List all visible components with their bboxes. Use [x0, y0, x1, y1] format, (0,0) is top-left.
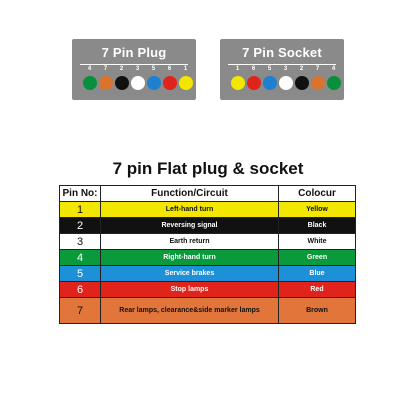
socket-pin-dot	[231, 76, 245, 90]
table-row	[60, 218, 356, 234]
socket-pin	[246, 66, 261, 90]
plug-pin-dot	[99, 76, 113, 90]
socket-pin-number: 1	[235, 66, 240, 72]
socket-pin-dot	[311, 76, 325, 90]
table-row	[60, 298, 356, 324]
table-row	[60, 234, 356, 250]
table-row	[60, 266, 356, 282]
pin-number-cell: 3	[60, 234, 101, 250]
colour-cell: White	[279, 234, 356, 250]
plug-pin-number: 7	[103, 66, 108, 72]
function-cell: Left-hand turn	[101, 202, 279, 218]
socket-pin-row	[230, 66, 341, 90]
function-cell: Rear lamps, clearance&side marker lamps	[101, 298, 279, 324]
table-row	[60, 282, 356, 298]
function-cell: Service brakes	[101, 266, 279, 282]
header-pin-no: Pin No:	[60, 186, 101, 202]
plug-pin-dot	[179, 76, 193, 90]
pin-number-cell: 2	[60, 218, 101, 234]
wiring-table-title: 7 pin Flat plug & socket	[112, 159, 304, 178]
plug-title: 7 Pin Plug	[101, 45, 167, 60]
socket-title: 7 Pin Socket	[242, 45, 322, 60]
colour-cell: Red	[279, 282, 356, 298]
table-row	[60, 202, 356, 218]
socket-pin-dot	[327, 76, 341, 90]
plug-pin	[98, 66, 113, 90]
socket-pin-number: 4	[331, 66, 336, 72]
plug-pin-dot	[163, 76, 177, 90]
plug-pin-dot	[147, 76, 161, 90]
socket-pin	[310, 66, 325, 90]
colour-cell: Blue	[279, 266, 356, 282]
socket-pin	[230, 66, 245, 90]
socket-pin	[262, 66, 277, 90]
plug-pin	[162, 66, 177, 90]
socket-pin-number: 2	[299, 66, 304, 72]
plug-pin	[82, 66, 97, 90]
socket-pin-dot	[295, 76, 309, 90]
table-row	[60, 250, 356, 266]
plug-pin-dot	[131, 76, 145, 90]
plug-pin-number: 1	[183, 66, 188, 72]
plug-pin-number: 3	[135, 66, 140, 72]
socket-pin-dot	[279, 76, 293, 90]
socket-pin-number: 6	[251, 66, 256, 72]
socket-pin	[278, 66, 293, 90]
socket-pin-number: 7	[315, 66, 320, 72]
socket-pin-number: 3	[283, 66, 288, 72]
pin-number-cell: 5	[60, 266, 101, 282]
plug-pin-number: 4	[87, 66, 92, 72]
socket-divider	[228, 64, 336, 65]
function-cell: Earth return	[101, 234, 279, 250]
colour-cell: Brown	[279, 298, 356, 324]
plug-pin	[146, 66, 161, 90]
socket-pin-dot	[247, 76, 261, 90]
plug-pin-dot	[83, 76, 97, 90]
socket-pin	[326, 66, 341, 90]
plug-pin-dot	[115, 76, 129, 90]
socket-pin-number: 5	[267, 66, 272, 72]
colour-cell: Yellow	[279, 202, 356, 218]
plug-pin-number: 6	[167, 66, 172, 72]
plug-pin-row	[82, 66, 193, 90]
header-function: Function/Circuit	[101, 186, 279, 202]
pin-number-cell: 7	[60, 298, 101, 324]
wiring-table	[59, 185, 356, 324]
socket-pin	[294, 66, 309, 90]
pin-number-cell: 1	[60, 202, 101, 218]
plug-pin	[178, 66, 193, 90]
function-cell: Right-hand turn	[101, 250, 279, 266]
colour-cell: Black	[279, 218, 356, 234]
colour-cell: Green	[279, 250, 356, 266]
pin-number-cell: 4	[60, 250, 101, 266]
header-colour: Colocur	[279, 186, 356, 202]
plug-divider	[80, 64, 188, 65]
table-header-row	[60, 186, 356, 202]
plug-pin-number: 5	[151, 66, 156, 72]
function-cell: Reversing signal	[101, 218, 279, 234]
plug-pin	[114, 66, 129, 90]
socket-pin-dot	[263, 76, 277, 90]
plug-pin	[130, 66, 145, 90]
function-cell: Stop lamps	[101, 282, 279, 298]
pin-number-cell: 6	[60, 282, 101, 298]
plug-pin-number: 2	[119, 66, 124, 72]
